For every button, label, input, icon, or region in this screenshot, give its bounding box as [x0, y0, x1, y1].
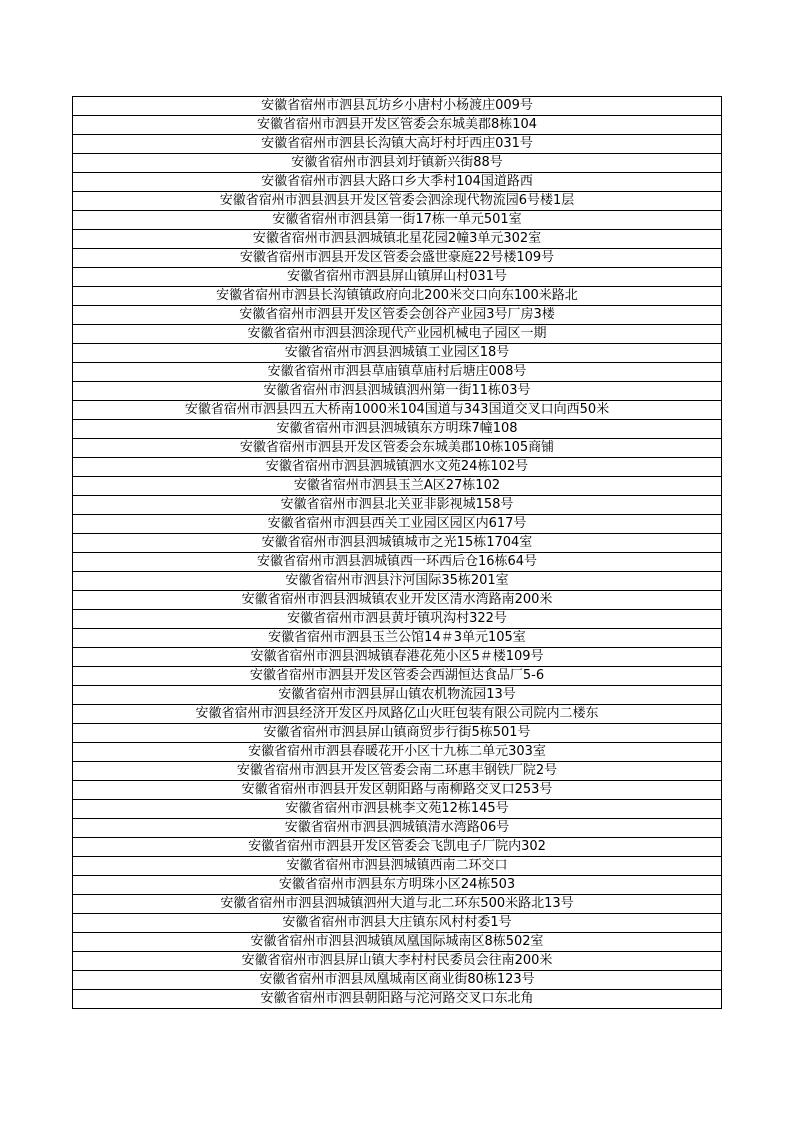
address-cell: 安徽省宿州市泗县泗县开发区管委会泗涂现代物流园6号楼1层: [73, 192, 722, 211]
table-row: [73, 135, 722, 154]
table-row: [73, 724, 722, 743]
address-cell: 安徽省宿州市泗县泗城镇西一环西后仓16栋64号: [73, 553, 722, 572]
table-row: [73, 705, 722, 724]
table-row: [73, 534, 722, 553]
table-row: [73, 439, 722, 458]
address-cell: 安徽省宿州市泗县泗城镇工业园区18号: [73, 344, 722, 363]
address-cell: 安徽省宿州市泗县大路口乡大季村104国道路西: [73, 173, 722, 192]
table-row: [73, 895, 722, 914]
address-table-body: [73, 97, 722, 1009]
table-row: [73, 249, 722, 268]
address-cell: 安徽省宿州市泗县朝阳路与沱河路交叉口东北角: [73, 990, 722, 1009]
address-cell: 安徽省宿州市泗县开发区管委会南二环惠丰钢铁厂院2号: [73, 762, 722, 781]
table-row: [73, 857, 722, 876]
address-table: [72, 96, 722, 1009]
address-cell: 安徽省宿州市泗县经济开发区丹凤路亿山火旺包装有限公司院内二楼东: [73, 705, 722, 724]
address-cell: 安徽省宿州市泗县开发区管委会盛世豪庭22号楼109号: [73, 249, 722, 268]
address-cell: 安徽省宿州市泗县泗城镇农业开发区清水湾路南200米: [73, 591, 722, 610]
table-row: [73, 629, 722, 648]
table-row: [73, 515, 722, 534]
address-cell: 安徽省宿州市泗县北关亚非影视城158号: [73, 496, 722, 515]
table-row: [73, 458, 722, 477]
address-cell: 安徽省宿州市泗县泗城镇东方明珠7幢108: [73, 420, 722, 439]
address-cell: 安徽省宿州市泗县泗城镇城市之光15栋1704室: [73, 534, 722, 553]
address-cell: 安徽省宿州市泗县泗城镇春港花苑小区5＃楼109号: [73, 648, 722, 667]
table-row: [73, 344, 722, 363]
table-row: [73, 648, 722, 667]
address-cell: 安徽省宿州市泗县开发区管委会创谷产业园3号厂房3楼: [73, 306, 722, 325]
address-cell: 安徽省宿州市泗县草庙镇草庙村后塘庄008号: [73, 363, 722, 382]
table-row: [73, 306, 722, 325]
address-cell: 安徽省宿州市泗县屏山镇大李村村民委员会往南200米: [73, 952, 722, 971]
address-cell: 安徽省宿州市泗县泗城镇北星花园2幢3单元302室: [73, 230, 722, 249]
table-row: [73, 382, 722, 401]
address-cell: 安徽省宿州市泗县大庄镇东风村村委1号: [73, 914, 722, 933]
address-cell: 安徽省宿州市泗县屏山镇商贸步行街5栋501号: [73, 724, 722, 743]
table-row: [73, 800, 722, 819]
table-row: [73, 876, 722, 895]
table-row: [73, 838, 722, 857]
address-cell: 安徽省宿州市泗县开发区管委会东城美郡8栋104: [73, 116, 722, 135]
table-row: [73, 97, 722, 116]
address-cell: 安徽省宿州市泗县泗城镇清水湾路06号: [73, 819, 722, 838]
address-cell: 安徽省宿州市泗县开发区管委会西湖恒达食品厂5-6: [73, 667, 722, 686]
table-row: [73, 952, 722, 971]
table-row: [73, 971, 722, 990]
address-cell: 安徽省宿州市泗县凤凰城南区商业街80栋123号: [73, 971, 722, 990]
address-cell: 安徽省宿州市泗县泗城镇西南二环交口: [73, 857, 722, 876]
table-row: [73, 268, 722, 287]
address-cell: 安徽省宿州市泗县开发区朝阳路与南柳路交叉口253号: [73, 781, 722, 800]
table-row: [73, 591, 722, 610]
address-cell: 安徽省宿州市泗县开发区管委会飞凯电子厂院内302: [73, 838, 722, 857]
table-row: [73, 933, 722, 952]
address-cell: 安徽省宿州市泗县汴河国际35栋201室: [73, 572, 722, 591]
table-row: [73, 686, 722, 705]
table-row: [73, 116, 722, 135]
address-cell: 安徽省宿州市泗县玉兰A区27栋102: [73, 477, 722, 496]
address-cell: 安徽省宿州市泗县西关工业园区园区内617号: [73, 515, 722, 534]
table-row: [73, 420, 722, 439]
table-row: [73, 914, 722, 933]
address-cell: 安徽省宿州市泗县泗城镇泗水文苑24栋102号: [73, 458, 722, 477]
address-cell: 安徽省宿州市泗县泗城镇泗州第一街11栋03号: [73, 382, 722, 401]
address-cell: 安徽省宿州市泗县泗城镇凤凰国际城南区8栋502室: [73, 933, 722, 952]
table-row: [73, 762, 722, 781]
table-row: [73, 477, 722, 496]
table-row: [73, 781, 722, 800]
address-cell: 安徽省宿州市泗县黄圩镇巩沟村322号: [73, 610, 722, 629]
table-row: [73, 154, 722, 173]
address-cell: 安徽省宿州市泗县长沟镇大高圩村圩西庄031号: [73, 135, 722, 154]
address-cell: 安徽省宿州市泗县刘圩镇新兴街88号: [73, 154, 722, 173]
table-row: [73, 401, 722, 420]
address-cell: 安徽省宿州市泗县桃李文苑12栋145号: [73, 800, 722, 819]
table-row: [73, 610, 722, 629]
table-row: [73, 990, 722, 1009]
address-cell: 安徽省宿州市泗县开发区管委会东城美郡10栋105商铺: [73, 439, 722, 458]
table-row: [73, 211, 722, 230]
table-row: [73, 667, 722, 686]
table-row: [73, 819, 722, 838]
address-cell: 安徽省宿州市泗县泗城镇泗州大道与北二环东500米路北13号: [73, 895, 722, 914]
table-row: [73, 287, 722, 306]
address-cell: 安徽省宿州市泗县屏山镇农机物流园13号: [73, 686, 722, 705]
table-row: [73, 173, 722, 192]
address-cell: 安徽省宿州市泗县第一街17栋一单元501室: [73, 211, 722, 230]
table-row: [73, 192, 722, 211]
address-cell: 安徽省宿州市泗县春暖花开小区十九栋二单元303室: [73, 743, 722, 762]
address-cell: 安徽省宿州市泗县长沟镇镇政府向北200米交口向东100米路北: [73, 287, 722, 306]
table-row: [73, 553, 722, 572]
table-row: [73, 743, 722, 762]
address-cell: 安徽省宿州市泗县泗涂现代产业园机械电子园区一期: [73, 325, 722, 344]
table-row: [73, 325, 722, 344]
table-row: [73, 363, 722, 382]
address-cell: 安徽省宿州市泗县四五大桥南1000米104国道与343国道交叉口向西50米: [73, 401, 722, 420]
table-row: [73, 496, 722, 515]
table-row: [73, 230, 722, 249]
address-cell: 安徽省宿州市泗县东方明珠小区24栋503: [73, 876, 722, 895]
address-cell: 安徽省宿州市泗县屏山镇屏山村031号: [73, 268, 722, 287]
address-cell: 安徽省宿州市泗县瓦坊乡小唐村小杨渡庄009号: [73, 97, 722, 116]
address-cell: 安徽省宿州市泗县玉兰公馆14＃3单元105室: [73, 629, 722, 648]
table-row: [73, 572, 722, 591]
